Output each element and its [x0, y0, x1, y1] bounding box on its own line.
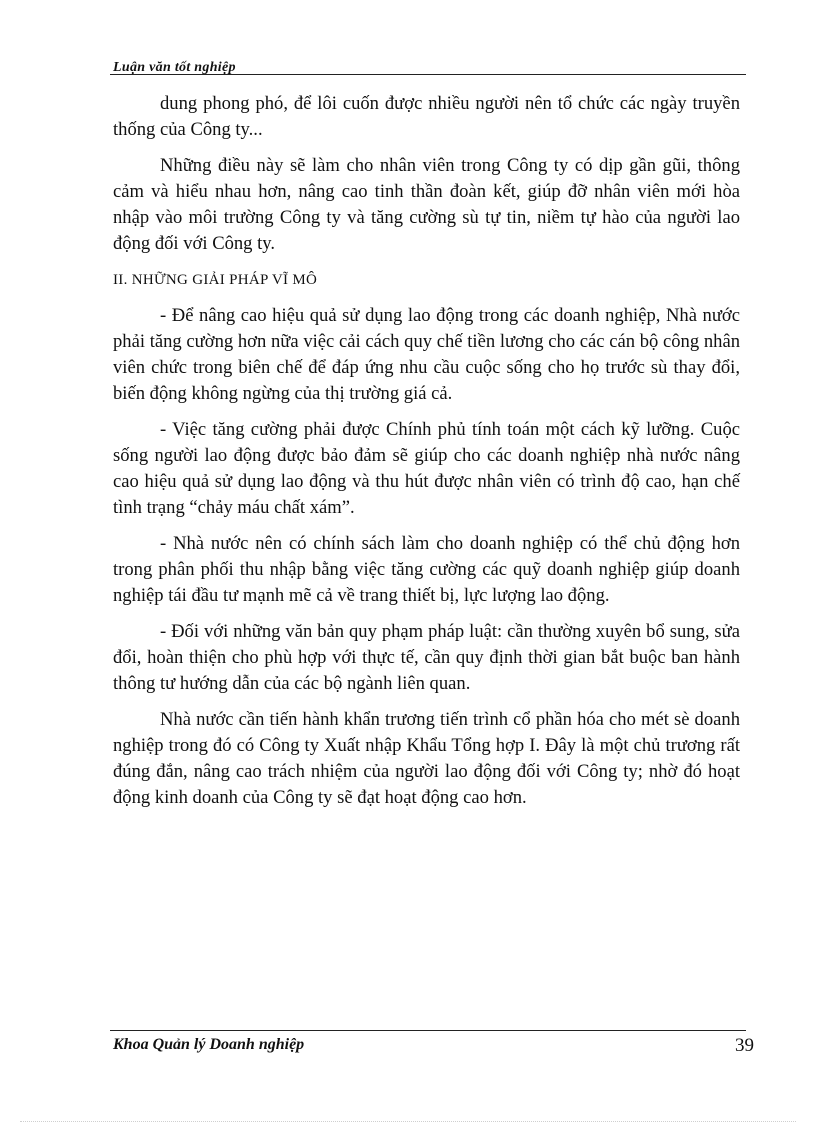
- paragraph-1: dung phong phó, để lôi cuốn được nhiều người nên tổ chức các ngày truyền thống của Công ty...: [113, 93, 740, 140]
- header-rule: [110, 74, 746, 75]
- running-footer: Khoa Quản lý Doanh nghiệp: [113, 1036, 305, 1053]
- section-heading: II. NHỮNG GIẢI PHÁP VĨ MÔ: [113, 272, 318, 288]
- page-edge-divider: [20, 1121, 796, 1122]
- paragraph-4: - Việc tăng cường phải được Chính phủ tính toán một cách kỹ lưỡng. Cuộc sống người lao động được bảo đảm sẽ giúp cho các doanh nghiệp nhà nước nâng cao hiệu quả sử dụng lao động và thu hút được nhân viên có trình độ cao, hạn chế tình trạng “chảy máu chất xám”.: [113, 419, 740, 518]
- body-text: [113, 91, 740, 821]
- paragraph-6: - Đối với những văn bản quy phạm pháp luật: cần thường xuyên bổ sung, sửa đổi, hoàn thiện cho phù hợp với thực tế, cần quy định thời gian bắt buộc ban hành thông tư hướng dẫn của các bộ ngành liên quan.: [113, 621, 740, 694]
- running-header: Luận văn tốt nghiệp: [113, 60, 236, 75]
- paragraph-7: Nhà nước cần tiến hành khẩn trương tiến trình cổ phần hóa cho mét sè doanh nghiệp trong đó có Công ty Xuất nhập Khẩu Tổng hợp I. Đây là một chủ trương rất đúng đắn, nâng cao trách nhiệm của người lao động đối với Công ty; nhờ đó hoạt động kinh doanh của Công ty sẽ đạt hoạt động cao hơn.: [113, 709, 740, 808]
- paragraph-2: Những điều này sẽ làm cho nhân viên trong Công ty có dịp gần gũi, thông cảm và hiểu nhau hơn, nâng cao tinh thần đoàn kết, giúp đỡ nhân viên mới hòa nhập vào môi trường Công ty và tăng cường sù tự tin, niềm tự hào của người lao động đối với Công ty.: [113, 155, 740, 254]
- footer-rule: [110, 1030, 746, 1031]
- paragraph-3: - Để nâng cao hiệu quả sử dụng lao động trong các doanh nghiệp, Nhà nước phải tăng cường hơn nữa việc cải cách quy chế tiền lương cho các cán bộ công nhân viên chức trong biên chế để đáp ứng nhu cầu cuộc sống cho họ trước sù thay đổi, biến động không ngừng của thị trường giá cả.: [113, 305, 740, 404]
- paragraph-5: - Nhà nước nên có chính sách làm cho doanh nghiệp có thể chủ động hơn trong phân phối thu nhập bằng việc tăng cường các quỹ doanh nghiệp giúp doanh nghiệp tái đầu tư mạnh mẽ cả về trang thiết bị, lực lượng lao động.: [113, 533, 740, 606]
- page-number: 39: [735, 1035, 754, 1056]
